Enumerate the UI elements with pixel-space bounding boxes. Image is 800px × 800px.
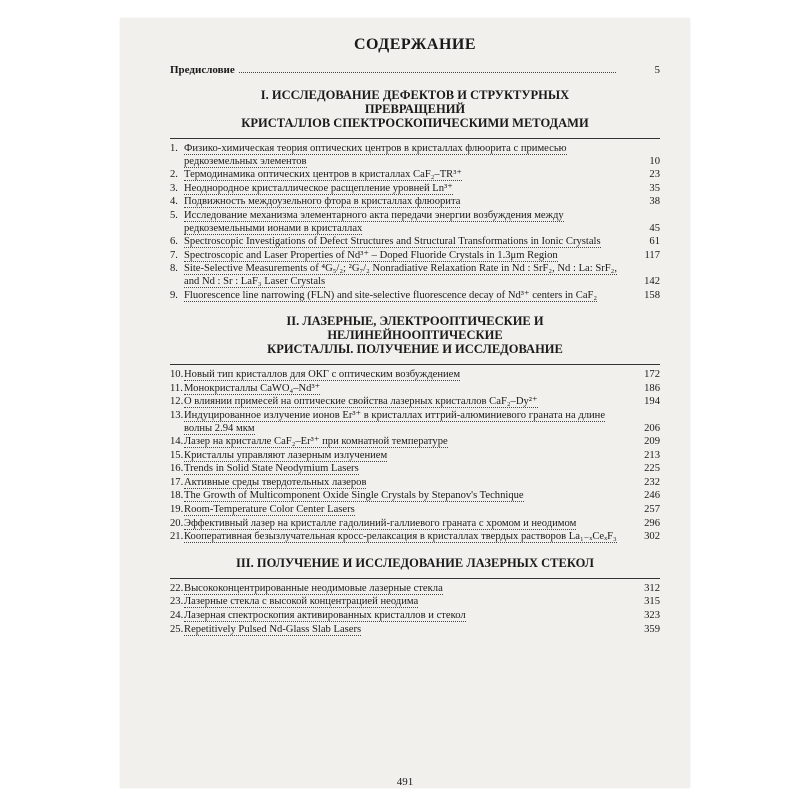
toc-entry (170, 183, 660, 196)
toc-entry-title: Repetitively Pulsed Nd-Glass Slab Lasers (184, 623, 362, 635)
toc-entry (170, 250, 660, 263)
toc-entry-title: Кооперативная безызлучательная кросс-релаксация в кристаллах твердых растворов La₁₋ₓCeₓF₃ (184, 531, 617, 543)
section-rule (170, 138, 660, 139)
toc-entry-number: 13. (170, 409, 184, 421)
toc-entry-title: Исследование механизма элементарного акта передачи энергии возбуждения между редкоземельными ионами в кристаллах (184, 209, 564, 234)
toc-entry-page: 117 (644, 249, 660, 261)
toc-entry (170, 518, 660, 531)
toc-entry-text (170, 210, 620, 235)
section-heading (170, 556, 660, 570)
toc-entry-title: The Growth of Multicomponent Oxide Single Crystals by Stepanov's Technique (184, 490, 524, 502)
toc-entry-text (170, 490, 620, 503)
toc-entry-number: 24. (170, 610, 184, 622)
toc-entry-title: Лазерные стекла с высокой концентрацией неодима (184, 596, 419, 608)
toc-entry-text (170, 196, 620, 209)
toc-entry-page: 257 (644, 504, 660, 516)
toc-entry-page: 10 (649, 155, 660, 167)
toc-entry (170, 463, 660, 476)
section-heading-line: ПРЕВРАЩЕНИЙ (364, 102, 466, 116)
toc-entry-number: 17. (170, 476, 184, 488)
toc-entry-number: 21. (170, 531, 184, 543)
toc-entry-page: 158 (644, 289, 660, 301)
toc-entry (170, 169, 660, 182)
toc-entry (170, 504, 660, 517)
section-heading-line: КРИСТАЛЛЫ. ПОЛУЧЕНИЕ И ИССЛЕДОВАНИЕ (267, 342, 563, 357)
toc-entry-text (170, 436, 620, 449)
toc-entry-page: 323 (644, 610, 660, 622)
toc-entry-number: 4. (170, 196, 178, 208)
toc-entry-title: Высококонцентрированные неодимовые лазерные стекла (184, 582, 443, 594)
toc-entry-text (170, 624, 620, 637)
section-rule (170, 578, 660, 579)
section-heading-line: III. ПОЛУЧЕНИЕ И ИССЛЕДОВАНИЕ ЛАЗЕРНЫХ СТЕКОЛ (236, 555, 594, 570)
toc-entry-number: 8. (170, 263, 178, 275)
toc-entry-page: 359 (644, 623, 660, 635)
toc-entry-page: 61 (649, 236, 660, 248)
toc-entry-title: Индуцированное излучение ионов Er³⁺ в кристаллах иттрий-алюминиевого граната на длине волны 2.94 мкм (184, 409, 606, 434)
toc-entry-text (170, 143, 620, 168)
toc-entry-number: 14. (170, 436, 184, 448)
toc-entry-page: 225 (644, 463, 660, 475)
toc-entry-title: Spectroscopic Investigations of Defect Structures and Structural Transformations in Ionic Crystals (184, 236, 601, 248)
toc-entry-number: 18. (170, 490, 184, 502)
toc-entry-page: 35 (649, 182, 660, 194)
section-heading (170, 88, 660, 130)
toc (170, 36, 660, 637)
toc-entry-page: 45 (649, 222, 660, 234)
toc-entry-page: 232 (644, 476, 660, 488)
toc-entry (170, 596, 660, 609)
toc-entry (170, 531, 660, 544)
toc-entry-text (170, 504, 620, 517)
toc-entry-page: 209 (644, 436, 660, 448)
toc-title: СОДЕРЖАНИЕ (353, 36, 477, 53)
toc-entry-number: 2. (170, 169, 178, 181)
section-heading-line: КРИСТАЛЛОВ СПЕКТРОСКОПИЧЕСКИМИ МЕТОДАМИ (241, 116, 589, 130)
toc-entry-page: 315 (644, 596, 660, 608)
toc-entry-text (170, 263, 620, 288)
preface-entry (170, 64, 660, 76)
toc-entry (170, 410, 660, 435)
toc-entry-title: Room-Temperature Color Center Lasers (184, 504, 355, 516)
toc-entry-title: Эффективный лазер на кристалле гадолиний-галлиевого граната с хромом и неодимом (184, 517, 577, 529)
toc-entry-text (170, 250, 620, 263)
toc-entry-page: 172 (644, 369, 660, 381)
toc-entry-text (170, 610, 620, 623)
toc-entry (170, 369, 660, 382)
toc-entry-text (170, 169, 620, 182)
toc-entry-number: 9. (170, 289, 178, 301)
toc-entry-number: 11. (170, 382, 183, 394)
toc-entry-text (170, 531, 620, 544)
toc-entry-title: Лазер на кристалле CaF₂–Er³⁺ при комнатной температуре (184, 436, 448, 448)
toc-entry-text (170, 450, 620, 463)
toc-entry (170, 610, 660, 623)
toc-entry-text (170, 410, 620, 435)
toc-entry-title: Trends in Solid State Neodymium Lasers (184, 463, 359, 475)
toc-entry-text (170, 383, 620, 396)
toc-entry-page: 312 (644, 582, 660, 594)
toc-entry (170, 450, 660, 463)
toc-entry-page: 194 (644, 396, 660, 408)
toc-entry-number: 7. (170, 249, 178, 261)
toc-entry-text (170, 369, 620, 382)
toc-entry (170, 490, 660, 503)
toc-entry-number: 25. (170, 623, 184, 635)
toc-entry-text (170, 477, 620, 490)
page-number: 491 (396, 776, 414, 788)
toc-entry-title: Fluorescence line narrowing (FLN) and site-selective fluorescence decay of Nd³⁺ centers in CaF₂ (184, 289, 598, 301)
section-rule (170, 364, 660, 365)
toc-entry-title: Физико-химическая теория оптических центров в кристаллах флюорита с примесью редкоземельных элементов (184, 143, 567, 167)
toc-entry-title: Новый тип кристаллов для ОКГ с оптическим возбуждением (184, 369, 461, 381)
toc-entry-title: Активные среды твердотельных лазеров (184, 476, 367, 488)
toc-entry-page: 23 (649, 169, 660, 181)
section-heading-line: НЕЛИНЕЙНООПТИЧЕСКИЕ (327, 328, 503, 343)
toc-entry-number: 6. (170, 236, 178, 248)
toc-entry-number: 19. (170, 504, 184, 516)
toc-entry-number: 15. (170, 449, 184, 461)
toc-entry-text (170, 463, 620, 476)
toc-entry-page: 186 (644, 382, 660, 394)
toc-entry (170, 436, 660, 449)
toc-entry-page: 302 (644, 531, 660, 543)
toc-entry-text (170, 290, 620, 303)
dot-leader (239, 72, 616, 73)
toc-entry-title: Кристаллы управляют лазерным излучением (184, 449, 388, 461)
toc-entry-text (170, 596, 620, 609)
toc-entry (170, 583, 660, 596)
toc-entry-title: О влиянии примесей на оптические свойства лазерных кристаллов CaF₂–Dy²⁺ (184, 396, 538, 408)
toc-entry-title: Site-Selective Measurements of ⁴G₅/₂; ²G₇/₂ Nonradiative Relaxation Rate in Nd : SrF₂, Nd : La: SrF₂, and Nd : Sr : LaF₃ Laser Crystals (184, 263, 617, 287)
section-heading-line: II. ЛАЗЕРНЫЕ, ЭЛЕКТРООПТИЧЕСКИЕ И (286, 314, 544, 329)
section-heading-line: I. ИССЛЕДОВАНИЕ ДЕФЕКТОВ И СТРУКТУРНЫХ (260, 88, 570, 102)
toc-entry-number: 22. (170, 582, 184, 594)
toc-entry (170, 396, 660, 409)
toc-entry (170, 236, 660, 249)
toc-entry (170, 624, 660, 637)
toc-entry (170, 210, 660, 235)
toc-sections (170, 88, 660, 636)
toc-entry-title: Подвижность междоузельного фтора в кристаллах флюорита (184, 196, 461, 208)
toc-entry-title: Неоднородное кристаллическое расщепление уровней Ln³⁺ (184, 182, 453, 194)
book-page (120, 18, 690, 788)
toc-entry (170, 477, 660, 490)
toc-entry-number: 5. (170, 209, 178, 221)
toc-entry-page: 38 (649, 196, 660, 208)
toc-entry-text (170, 583, 620, 596)
toc-entry-text (170, 518, 620, 531)
toc-entry-number: 12. (170, 396, 184, 408)
toc-entry-title: Лазерная спектроскопия активированных кристаллов и стекол (184, 610, 466, 622)
preface-label: Предисловие (170, 64, 235, 76)
toc-entry (170, 383, 660, 396)
toc-entry-page: 246 (644, 490, 660, 502)
toc-entry-page: 296 (644, 517, 660, 529)
toc-entry (170, 290, 660, 303)
toc-entry (170, 196, 660, 209)
toc-entry-text (170, 183, 620, 196)
toc-entry-number: 16. (170, 463, 184, 475)
toc-entry-number: 10. (170, 369, 184, 381)
toc-entry-page: 206 (644, 422, 660, 434)
toc-entry-page: 142 (644, 275, 660, 287)
toc-entry-title: Spectroscopic and Laser Properties of Nd³⁺ – Doped Fluoride Crystals in 1.3μm Region (184, 249, 558, 261)
toc-entry-title: Монокристаллы CaWO₄–Nd³⁺ (184, 382, 321, 394)
toc-entry-number: 20. (170, 517, 184, 529)
toc-entry (170, 263, 660, 288)
toc-entry-text (170, 396, 620, 409)
toc-entry-number: 23. (170, 596, 184, 608)
toc-entry-page: 213 (644, 449, 660, 461)
preface-page: 5 (654, 64, 660, 76)
toc-entry-number: 3. (170, 182, 178, 194)
section-heading (170, 314, 660, 356)
toc-entry (170, 143, 660, 168)
toc-entry-text (170, 236, 620, 249)
toc-entry-number: 1. (170, 143, 178, 154)
toc-entry-title: Термодинамика оптических центров в кристаллах CaF₂–TR³⁺ (184, 169, 463, 181)
